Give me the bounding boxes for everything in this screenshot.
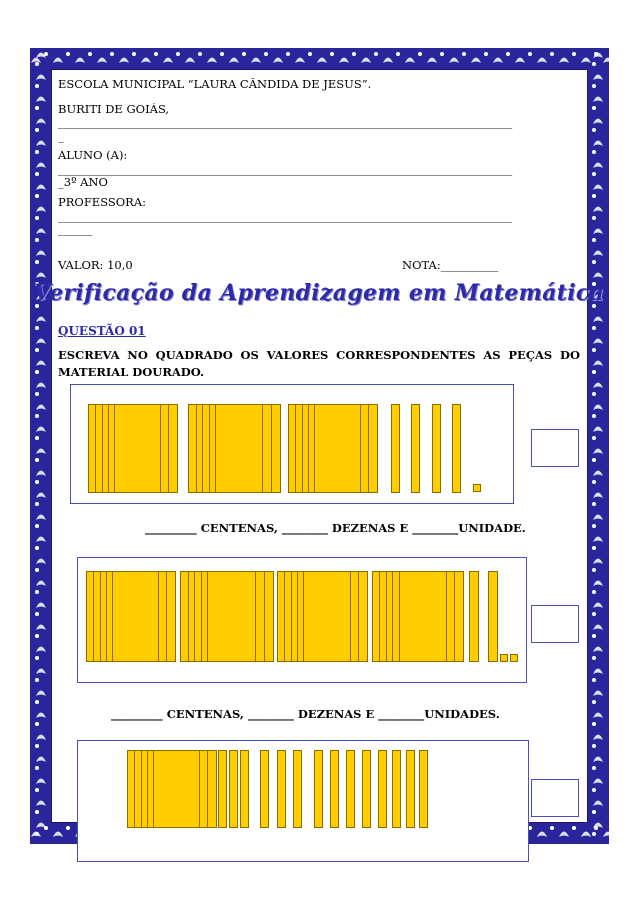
border-leaf-pattern-left (30, 48, 52, 844)
placa-centena (372, 571, 464, 662)
exercise-1-fill-line[interactable]: _________ CENTENAS, ________ DEZENAS E ________UNIDADE. (145, 521, 526, 535)
barra-dezena (406, 750, 415, 828)
barra-dezena (346, 750, 355, 828)
barra-dezena (277, 750, 286, 828)
placa-centena (288, 404, 378, 493)
grade-label: _3º ANO (58, 176, 108, 190)
barra-dezena (293, 750, 302, 828)
teacher-line[interactable]: _______________________________________________________________________________ (58, 209, 513, 223)
barra-dezena (432, 404, 441, 493)
placa-centena (127, 750, 217, 828)
teacher-label: PROFESSORA: (58, 195, 147, 209)
cubo-unidade (500, 654, 508, 662)
barra-dezena (218, 750, 227, 828)
city-label: BURITI DE GOIÁS, (58, 102, 170, 116)
exercise-1-answer-box[interactable] (531, 429, 579, 467)
student-label: ALUNO (A): (58, 149, 128, 163)
barra-dezena (488, 571, 498, 662)
valor-label: VALOR: 10,0 (58, 258, 133, 272)
page-title: Verificação da Aprendizagem em Matemática (33, 280, 605, 306)
barra-dezena (419, 750, 428, 828)
barra-dezena (260, 750, 269, 828)
header-block (58, 78, 578, 237)
barra-dezena (411, 404, 420, 493)
exercise-3-answer-box[interactable] (531, 779, 579, 817)
student-line[interactable]: _______________________________________________________________________________ (58, 162, 513, 176)
city-line-cont: _ (58, 129, 64, 143)
cubo-unidade (510, 654, 518, 662)
barra-dezena (330, 750, 339, 828)
barra-dezena (362, 750, 371, 828)
school-name: ESCOLA MUNICIPAL “LAURA CÂNDIDA DE JESUS”. (58, 78, 372, 91)
score-row (58, 258, 578, 272)
barra-dezena (314, 750, 323, 828)
barra-dezena (452, 404, 461, 493)
teacher-line-cont: ______ (58, 223, 93, 237)
barra-dezena (378, 750, 387, 828)
placa-centena (86, 571, 176, 662)
barra-dezena (391, 404, 400, 493)
barra-dezena (392, 750, 401, 828)
placa-centena (277, 571, 368, 662)
nota-field[interactable]: NOTA:__________ (402, 258, 499, 272)
exercise-2-answer-box[interactable] (531, 605, 579, 643)
cubo-unidade (473, 484, 481, 492)
barra-dezena (240, 750, 249, 828)
city-line[interactable]: _______________________________________________________________________________ (58, 116, 513, 130)
barra-dezena (229, 750, 238, 828)
placa-centena (88, 404, 178, 493)
border-leaf-pattern-top (30, 48, 609, 70)
placa-centena (180, 571, 274, 662)
question-label: QUESTÃO 01 (58, 324, 146, 338)
question-instruction: ESCREVA NO QUADRADO OS VALORES CORRESPONDENTES AS PEÇAS DO MATERIAL DOURADO. (58, 348, 580, 379)
barra-dezena (469, 571, 479, 662)
border-leaf-pattern-right (587, 48, 609, 844)
exercise-2-fill-line[interactable]: _________ CENTENAS, ________ DEZENAS E ________UNIDADES. (111, 707, 500, 721)
placa-centena (188, 404, 281, 493)
